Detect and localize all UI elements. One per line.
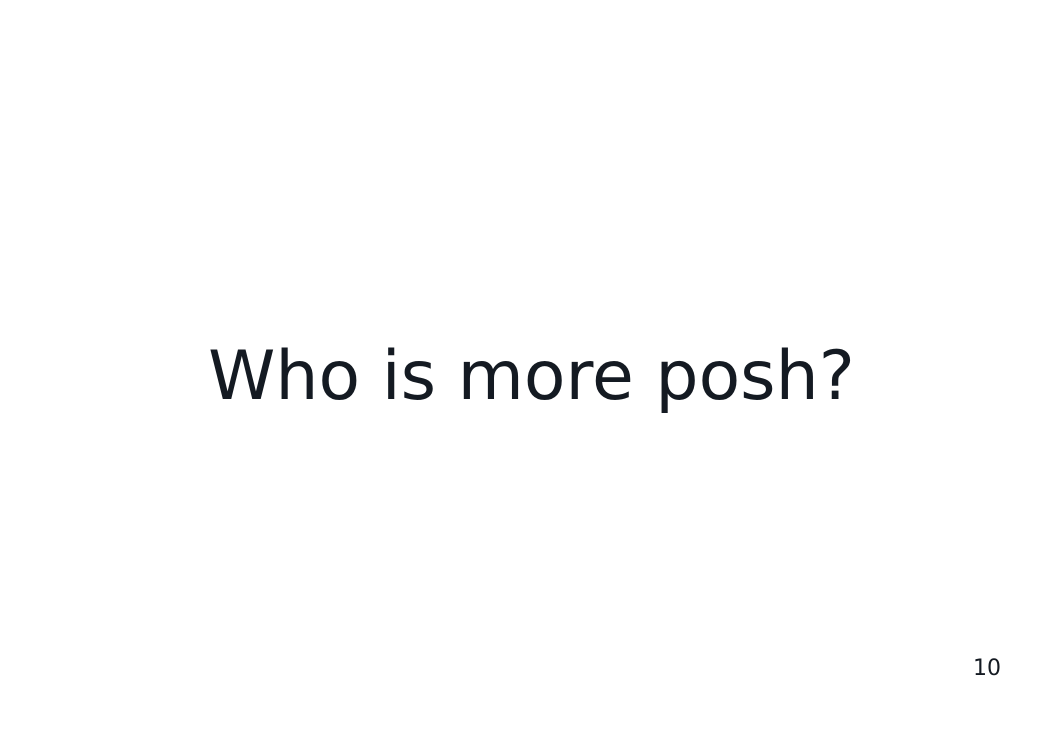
slide-title: Who is more posh? [208, 337, 855, 416]
slide-page-number: 10 [973, 656, 1001, 681]
